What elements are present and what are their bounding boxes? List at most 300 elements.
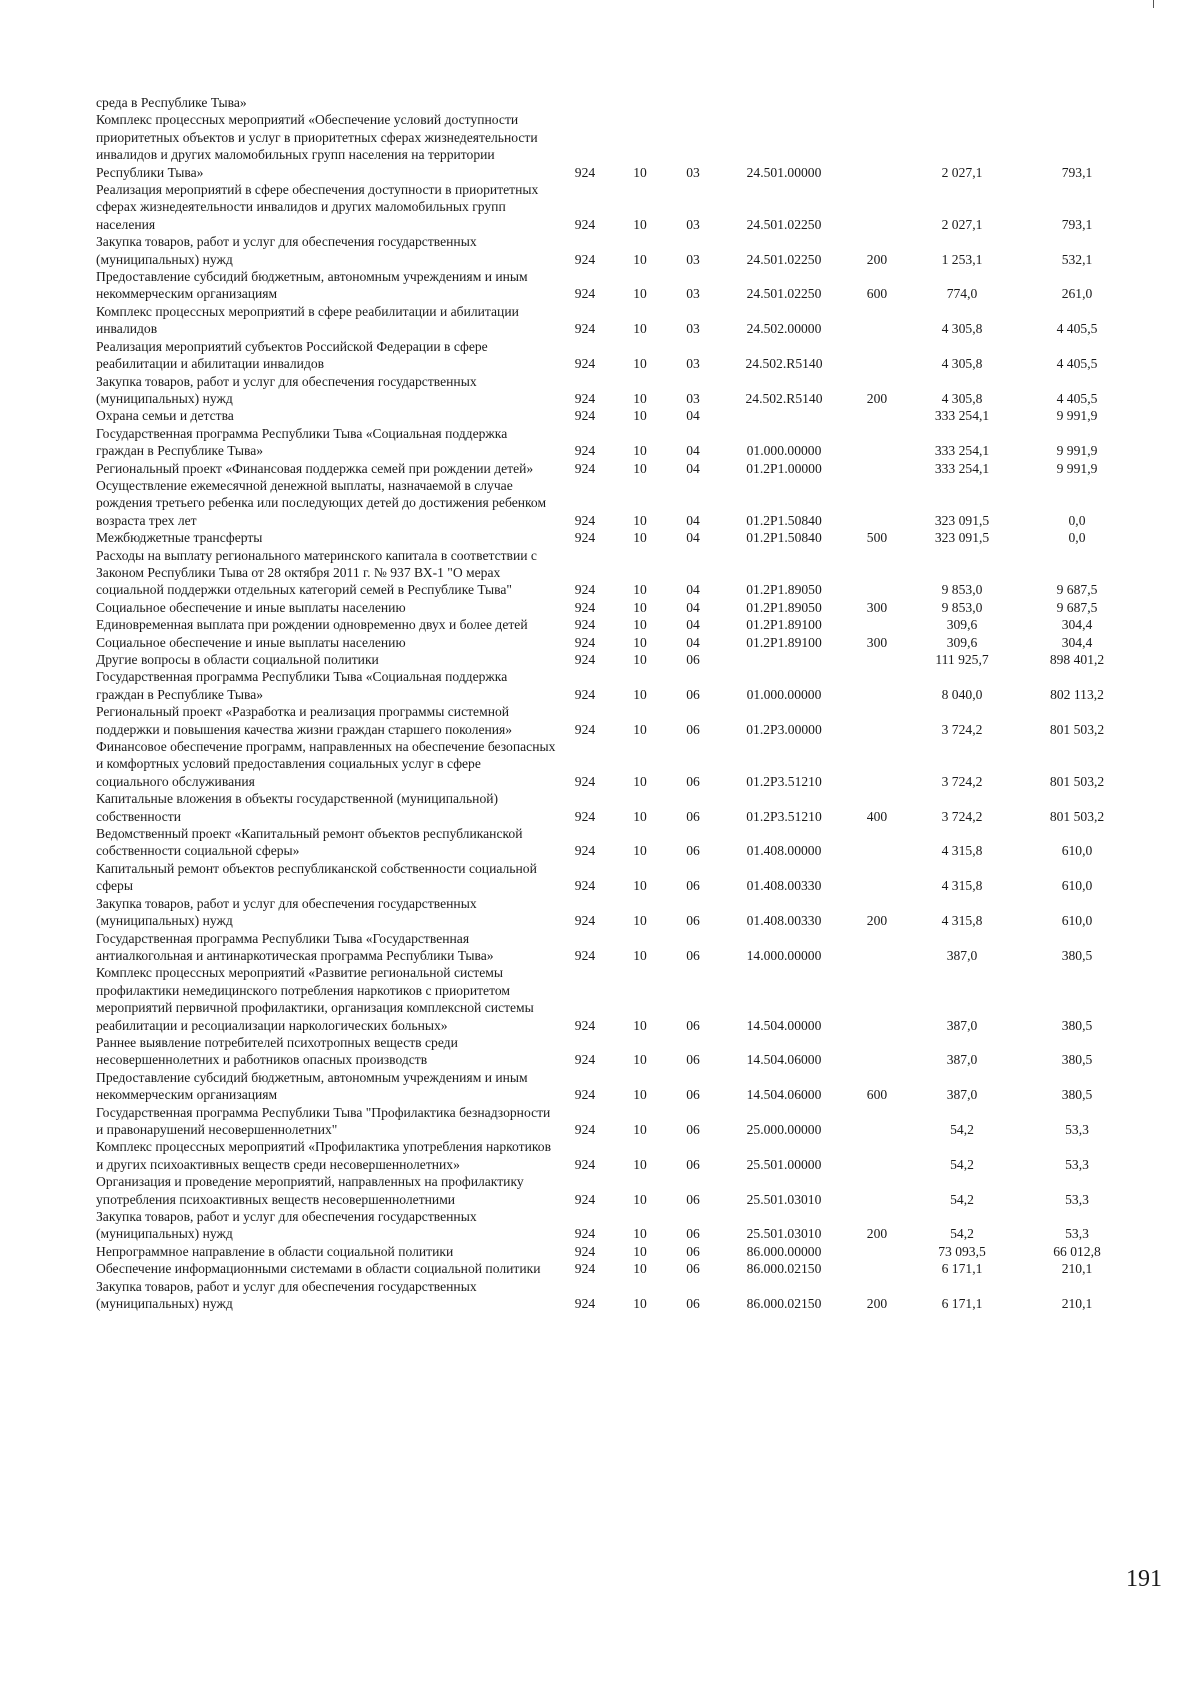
row-podrazdel: 03 <box>686 356 700 372</box>
row-amount-year1: 4 305,8 <box>941 321 983 337</box>
row-target-article: 01.2P3.51210 <box>746 808 822 824</box>
row-amount-year2: 793,1 <box>1061 164 1093 180</box>
row-target-article: 86.000.02150 <box>746 1296 822 1312</box>
row-podrazdel: 04 <box>686 530 700 546</box>
row-amount-year2: 793,1 <box>1061 216 1093 232</box>
row-expense-type: 200 <box>866 1226 888 1242</box>
row-grbs: 924 <box>574 321 596 337</box>
table-row <box>96 668 1136 703</box>
row-expense-type <box>848 1260 906 1277</box>
row-amount-year1: 309,6 <box>946 617 978 633</box>
row-grbs: 924 <box>574 530 596 546</box>
row-expense-type <box>848 1034 906 1069</box>
row-razdel: 10 <box>633 1156 647 1172</box>
row-grbs: 924 <box>574 582 596 598</box>
row-amount-year2: 802 113,2 <box>1050 686 1104 702</box>
row-podrazdel: 06 <box>686 1087 700 1103</box>
row-target-article: 14.000.00000 <box>746 947 822 963</box>
row-amount-year1 <box>906 94 1018 111</box>
table-row <box>96 790 1136 825</box>
table-row <box>96 303 1136 338</box>
row-razdel: 10 <box>633 164 647 180</box>
row-expense-type <box>848 860 906 895</box>
row-target-article: 01.000.00000 <box>746 686 822 702</box>
row-podrazdel: 06 <box>686 1191 700 1207</box>
row-grbs: 924 <box>574 878 596 894</box>
row-name: Комплекс процессных мероприятий «Обеспечение условий доступности приоритетных объектов и услуг в приоритетных сферах жизнедеятельности инвалидов и других маломобильных групп населения на территории Республики Тыва» <box>96 112 538 180</box>
row-name: Комплекс процессных мероприятий «Развитие региональной системы профилактики немедицинского потребления наркотиков с приоритетом мероприятий первичной профилактики, организация комплексной системы реабилитации и ресоциализации наркологических больных» <box>96 965 534 1033</box>
row-target-article: 24.502.R5140 <box>745 390 823 406</box>
row-grbs: 924 <box>574 617 596 633</box>
row-name: Государственная программа Республики Тыва «Государственная антиалкогольная и антинаркотическая программа Республики Тыва» <box>96 930 494 963</box>
row-name: Реализация мероприятий в сфере обеспечения доступности в приоритетных сферах жизнедеятельности инвалидов и других маломобильных групп населения <box>96 182 539 232</box>
row-target-article: 86.000.00000 <box>746 1243 822 1259</box>
row-amount-year2: 9 687,5 <box>1056 599 1098 615</box>
row-amount-year1: 111 925,7 <box>935 652 989 667</box>
row-name: Организация и проведение мероприятий, направленных на профилактику употребления психоактивных веществ несовершеннолетними <box>96 1174 524 1207</box>
row-grbs: 924 <box>574 216 596 232</box>
table-row <box>96 1034 1136 1069</box>
row-razdel: 10 <box>633 599 647 615</box>
row-name: Закупка товаров, работ и услуг для обеспечения государственных (муниципальных) нужд <box>96 373 477 406</box>
row-podrazdel: 04 <box>686 582 700 598</box>
table-row <box>96 599 1136 616</box>
row-razdel: 10 <box>633 512 647 528</box>
row-razdel: 10 <box>633 390 647 406</box>
row-grbs: 924 <box>574 1052 596 1068</box>
table-row <box>96 111 1136 181</box>
row-amount-year2: 801 503,2 <box>1049 808 1105 824</box>
row-name: Реализация мероприятий субъектов Российской Федерации в сфере реабилитации и абилитации инвалидов <box>96 338 488 372</box>
row-razdel: 10 <box>633 617 647 633</box>
row-name: Комплекс процессных мероприятий «Профилактика употребления наркотиков и других психоактивных веществ среди несовершеннолетних» <box>96 1139 552 1172</box>
row-razdel: 10 <box>633 808 647 824</box>
row-razdel: 10 <box>633 216 647 232</box>
row-amount-year2: 9 991,9 <box>1056 443 1098 459</box>
table-row <box>96 860 1136 895</box>
row-grbs: 924 <box>574 1121 596 1137</box>
row-target-article: 24.501.00000 <box>746 164 822 180</box>
row-podrazdel: 03 <box>686 390 700 406</box>
row-grbs: 924 <box>574 808 596 824</box>
row-amount-year1: 1 253,1 <box>941 251 983 267</box>
row-expense-type <box>848 94 906 111</box>
row-amount-year1: 8 040,0 <box>941 686 983 702</box>
row-amount-year2: 0,0 <box>1068 512 1086 528</box>
row-amount-year2: 66 012,8 <box>1053 1243 1101 1259</box>
row-razdel: 10 <box>633 773 647 789</box>
row-amount-year2: 801 503,2 <box>1049 721 1105 737</box>
table-row <box>96 616 1136 633</box>
row-amount-year1: 387,0 <box>946 1052 978 1068</box>
table-row <box>96 338 1136 373</box>
row-razdel: 10 <box>633 251 647 267</box>
row-expense-type: 200 <box>866 913 888 929</box>
row-target-article <box>720 94 848 111</box>
row-podrazdel: 06 <box>686 843 700 859</box>
row-podrazdel: 06 <box>686 1243 700 1259</box>
row-amount-year1: 9 853,0 <box>941 599 983 615</box>
table-row <box>96 94 1136 111</box>
row-amount-year2: 53,3 <box>1065 1156 1089 1172</box>
row-grbs: 924 <box>574 164 596 180</box>
row-amount-year2: 9 991,9 <box>1056 460 1098 476</box>
row-amount-year2: 210,1 <box>1061 1261 1093 1277</box>
row-amount-year2: 0,0 <box>1068 530 1086 546</box>
row-grbs: 924 <box>574 408 596 424</box>
row-target-article: 01.408.00330 <box>746 878 822 894</box>
row-amount-year1: 4 305,8 <box>941 390 983 406</box>
row-expense-type <box>848 825 906 860</box>
row-grbs: 924 <box>574 251 596 267</box>
row-target-article: 01.000.00000 <box>746 443 822 459</box>
table-row <box>96 460 1136 477</box>
row-expense-type: 600 <box>866 1087 888 1103</box>
row-grbs: 924 <box>574 913 596 929</box>
table-row <box>96 181 1136 233</box>
table-row <box>96 373 1136 408</box>
row-amount-year2: 304,4 <box>1061 634 1093 650</box>
row-podrazdel: 04 <box>686 617 700 633</box>
row-grbs: 924 <box>574 634 596 650</box>
row-expense-type: 200 <box>866 1296 888 1312</box>
row-amount-year1: 774,0 <box>946 286 978 302</box>
table-row <box>96 1138 1136 1173</box>
row-expense-type <box>848 407 906 424</box>
row-expense-type <box>848 477 906 529</box>
row-amount-year2: 380,5 <box>1061 947 1093 963</box>
table-row <box>96 930 1136 965</box>
row-expense-type: 300 <box>866 599 888 615</box>
row-target-article: 86.000.02150 <box>746 1261 822 1277</box>
row-podrazdel <box>666 94 720 111</box>
row-podrazdel: 03 <box>686 321 700 337</box>
row-razdel: 10 <box>633 1296 647 1312</box>
row-podrazdel: 06 <box>686 878 700 894</box>
row-amount-year1: 3 724,2 <box>941 808 983 824</box>
table-row <box>96 268 1136 303</box>
row-expense-type <box>848 738 906 790</box>
row-razdel: 10 <box>633 913 647 929</box>
row-target-article: 25.501.03010 <box>746 1191 822 1207</box>
row-razdel: 10 <box>633 1243 647 1259</box>
row-amount-year2 <box>1018 94 1136 111</box>
row-expense-type <box>848 111 906 181</box>
row-podrazdel: 06 <box>686 913 700 929</box>
row-amount-year1: 4 315,8 <box>941 913 983 929</box>
table-row <box>96 1278 1136 1313</box>
row-amount-year2: 53,3 <box>1065 1191 1089 1207</box>
row-expense-type: 600 <box>866 286 888 302</box>
row-name: Капитальные вложения в объекты государственной (муниципальной) собственности <box>96 791 499 824</box>
row-grbs: 924 <box>574 356 596 372</box>
row-podrazdel: 03 <box>686 216 700 232</box>
row-name: Региональный проект «Финансовая поддержка семей при рождении детей» <box>96 460 534 476</box>
row-razdel: 10 <box>633 1052 647 1068</box>
row-amount-year2: 4 405,5 <box>1056 321 1098 337</box>
row-razdel: 10 <box>633 634 647 650</box>
row-grbs: 924 <box>574 460 596 476</box>
row-podrazdel: 06 <box>686 1226 700 1242</box>
row-podrazdel: 04 <box>686 599 700 615</box>
row-podrazdel: 04 <box>686 512 700 528</box>
row-amount-year2: 4 405,5 <box>1056 356 1098 372</box>
row-podrazdel: 03 <box>686 251 700 267</box>
row-target-article: 24.502.00000 <box>746 321 822 337</box>
row-expense-type <box>848 703 906 738</box>
row-amount-year2: 261,0 <box>1061 286 1093 302</box>
row-amount-year2: 4 405,5 <box>1056 390 1098 406</box>
budget-table <box>96 94 1136 1312</box>
row-razdel: 10 <box>633 460 647 476</box>
row-grbs <box>556 94 614 111</box>
row-expense-type <box>848 338 906 373</box>
row-expense-type: 500 <box>866 530 888 546</box>
row-razdel: 10 <box>633 286 647 302</box>
row-target-article: 24.501.02250 <box>746 286 822 302</box>
row-amount-year2: 898 401,2 <box>1049 652 1105 667</box>
row-amount-year1: 333 254,1 <box>934 460 990 476</box>
row-name: Обеспечение информационными системами в области социальной политики <box>96 1261 541 1277</box>
row-grbs: 924 <box>574 443 596 459</box>
row-podrazdel: 06 <box>686 1121 700 1137</box>
row-grbs: 924 <box>574 1296 596 1312</box>
row-amount-year1: 387,0 <box>946 1087 978 1103</box>
row-amount-year1: 9 853,0 <box>941 582 983 598</box>
table-row <box>96 703 1136 738</box>
row-podrazdel: 06 <box>686 1261 700 1277</box>
row-razdel: 10 <box>633 1226 647 1242</box>
row-amount-year2: 53,3 <box>1065 1121 1089 1137</box>
row-name: Закупка товаров, работ и услуг для обеспечения государственных (муниципальных) нужд <box>96 1209 477 1242</box>
row-grbs: 924 <box>574 1087 596 1103</box>
row-expense-type: 200 <box>866 251 888 267</box>
row-expense-type: 200 <box>866 390 888 406</box>
row-amount-year2: 210,1 <box>1061 1296 1093 1312</box>
row-expense-type <box>848 303 906 338</box>
row-amount-year1: 54,2 <box>950 1156 974 1172</box>
row-name: Расходы на выплату регионального материнского капитала в соответствии с Законом Республики Тыва от 28 октября 2011 г. № 937 ВХ-1 "О мерах социальной поддержки отдельных категорий семей в Республике Тыва" <box>96 547 537 598</box>
row-podrazdel: 06 <box>686 652 700 667</box>
row-grbs: 924 <box>574 773 596 789</box>
row-amount-year1: 4 305,8 <box>941 356 983 372</box>
row-grbs: 924 <box>574 1156 596 1172</box>
row-podrazdel: 06 <box>686 721 700 737</box>
row-name: Региональный проект «Разработка и реализация программы системной поддержки и повышения качества жизни граждан старшего поколения» <box>96 704 513 737</box>
row-razdel: 10 <box>633 947 647 963</box>
row-amount-year1: 3 724,2 <box>941 721 983 737</box>
row-name: Капитальный ремонт объектов республиканской собственности социальной сферы <box>96 860 537 894</box>
row-grbs: 924 <box>574 1191 596 1207</box>
row-amount-year1: 333 254,1 <box>934 443 990 459</box>
row-amount-year1: 2 027,1 <box>941 164 983 180</box>
row-target-article: 01.2P1.00000 <box>746 460 822 476</box>
row-name: Комплекс процессных мероприятий в сфере реабилитации и абилитации инвалидов <box>96 303 519 337</box>
row-target-article: 01.408.00330 <box>746 913 822 929</box>
row-target-article: 01.2P1.89100 <box>746 617 822 633</box>
row-target-article: 25.501.00000 <box>746 1156 822 1172</box>
row-target-article <box>720 407 848 424</box>
row-target-article: 25.000.00000 <box>746 1121 822 1137</box>
table-row <box>96 1069 1136 1104</box>
row-amount-year1: 387,0 <box>946 1017 978 1033</box>
row-expense-type: 300 <box>866 634 888 650</box>
row-razdel: 10 <box>633 1121 647 1137</box>
row-podrazdel: 06 <box>686 773 700 789</box>
row-grbs: 924 <box>574 686 596 702</box>
row-name: Закупка товаров, работ и услуг для обеспечения государственных (муниципальных) нужд <box>96 895 477 929</box>
row-razdel: 10 <box>633 530 647 546</box>
row-amount-year2: 610,0 <box>1061 878 1093 894</box>
row-razdel: 10 <box>633 408 647 424</box>
row-name: Непрограммное направление в области социальной политики <box>96 1243 454 1259</box>
row-grbs: 924 <box>574 599 596 615</box>
row-razdel: 10 <box>633 1017 647 1033</box>
row-razdel: 10 <box>633 356 647 372</box>
row-amount-year1: 4 315,8 <box>941 843 983 859</box>
row-target-article: 01.2P1.50840 <box>746 530 822 546</box>
table-row <box>96 1243 1136 1260</box>
row-grbs: 924 <box>574 390 596 406</box>
table-row <box>96 651 1136 668</box>
row-target-article: 14.504.00000 <box>746 1017 822 1033</box>
row-podrazdel: 06 <box>686 1052 700 1068</box>
row-target-article: 01.2P3.51210 <box>746 773 822 789</box>
row-amount-year1: 54,2 <box>950 1121 974 1137</box>
row-expense-type <box>848 668 906 703</box>
row-expense-type <box>848 1243 906 1260</box>
row-target-article: 24.502.R5140 <box>745 356 823 372</box>
row-podrazdel: 06 <box>686 1156 700 1172</box>
table-row <box>96 477 1136 529</box>
table-row <box>96 1260 1136 1277</box>
scan-edge-mark <box>1153 0 1154 8</box>
table-row <box>96 1208 1136 1243</box>
row-amount-year2: 380,5 <box>1061 1052 1093 1068</box>
row-target-article <box>720 651 848 668</box>
row-amount-year2: 532,1 <box>1061 251 1093 267</box>
row-name: Раннее выявление потребителей психотропных веществ среди несовершеннолетних и работников опасных производств <box>96 1034 458 1068</box>
row-grbs: 924 <box>574 1261 596 1277</box>
row-grbs: 924 <box>574 721 596 737</box>
row-grbs: 924 <box>574 1243 596 1259</box>
row-razdel: 10 <box>633 721 647 737</box>
row-target-article: 24.501.02250 <box>746 251 822 267</box>
row-name: Государственная программа Республики Тыва "Профилактика безнадзорности и правонарушений несовершеннолетних" <box>96 1104 551 1137</box>
table-row <box>96 738 1136 790</box>
row-expense-type <box>848 425 906 460</box>
row-name: Государственная программа Республики Тыва «Социальная поддержка граждан в Республике Тыва» <box>96 425 508 459</box>
row-grbs: 924 <box>574 1017 596 1033</box>
row-podrazdel: 04 <box>686 443 700 459</box>
row-podrazdel: 04 <box>686 408 700 424</box>
row-razdel: 10 <box>633 1191 647 1207</box>
row-name: Ведомственный проект «Капитальный ремонт объектов республиканской собственности социальной сферы» <box>96 826 523 859</box>
row-amount-year2: 53,3 <box>1065 1226 1089 1242</box>
row-amount-year1: 54,2 <box>950 1226 974 1242</box>
row-amount-year1: 54,2 <box>950 1191 974 1207</box>
row-name: Единовременная выплата при рождении одновременно двух и более детей <box>96 617 528 633</box>
row-expense-type <box>848 1104 906 1139</box>
row-target-article: 01.2P3.00000 <box>746 721 822 737</box>
row-amount-year1: 2 027,1 <box>941 216 983 232</box>
row-name: Охрана семьи и детства <box>96 408 234 424</box>
row-expense-type <box>848 1173 906 1208</box>
row-podrazdel: 06 <box>686 686 700 702</box>
row-target-article: 01.2P1.50840 <box>746 512 822 528</box>
table-row <box>96 1104 1136 1139</box>
row-grbs: 924 <box>574 512 596 528</box>
row-expense-type <box>848 651 906 668</box>
row-grbs: 924 <box>574 1226 596 1242</box>
row-razdel: 10 <box>633 652 647 667</box>
table-row <box>96 407 1136 424</box>
row-name: среда в Республике Тыва» <box>96 95 247 110</box>
row-target-article: 01.408.00000 <box>746 843 822 859</box>
table-row <box>96 825 1136 860</box>
row-grbs: 924 <box>574 286 596 302</box>
row-grbs: 924 <box>574 947 596 963</box>
row-amount-year1: 323 091,5 <box>934 530 990 546</box>
row-name: Межбюджетные трансферты <box>96 530 263 546</box>
row-podrazdel: 03 <box>686 286 700 302</box>
row-amount-year2: 610,0 <box>1061 843 1093 859</box>
row-razdel: 10 <box>633 878 647 894</box>
row-expense-type <box>848 181 906 233</box>
row-amount-year2: 9 991,9 <box>1056 408 1098 424</box>
row-razdel: 10 <box>633 1087 647 1103</box>
row-amount-year2: 9 687,5 <box>1056 582 1098 598</box>
table-row <box>96 895 1136 930</box>
row-expense-type: 400 <box>866 808 888 824</box>
row-amount-year1: 3 724,2 <box>941 773 983 789</box>
budget-table-body <box>96 94 1136 1312</box>
row-razdel: 10 <box>633 582 647 598</box>
row-name: Предоставление субсидий бюджетным, автономным учреждениям и иным некоммерческим организациям <box>96 1069 528 1103</box>
row-target-article: 01.2P1.89050 <box>746 599 822 615</box>
row-name: Предоставление субсидий бюджетным, автономным учреждениям и иным некоммерческим организациям <box>96 269 528 302</box>
row-grbs: 924 <box>574 843 596 859</box>
row-amount-year1: 333 254,1 <box>934 408 990 424</box>
row-expense-type <box>848 460 906 477</box>
row-amount-year1: 6 171,1 <box>941 1296 983 1312</box>
row-target-article: 25.501.03010 <box>746 1226 822 1242</box>
row-razdel <box>614 94 666 111</box>
row-target-article: 14.504.06000 <box>746 1087 822 1103</box>
row-razdel: 10 <box>633 321 647 337</box>
row-amount-year1: 73 093,5 <box>938 1243 986 1259</box>
table-row <box>96 547 1136 599</box>
row-razdel: 10 <box>633 443 647 459</box>
row-target-article: 14.504.06000 <box>746 1052 822 1068</box>
row-razdel: 10 <box>633 1261 647 1277</box>
row-expense-type <box>848 547 906 599</box>
table-row <box>96 964 1136 1034</box>
row-expense-type <box>848 930 906 965</box>
row-podrazdel: 06 <box>686 1017 700 1033</box>
row-amount-year1: 309,6 <box>946 634 978 650</box>
row-podrazdel: 04 <box>686 460 700 476</box>
row-amount-year1: 387,0 <box>946 947 978 963</box>
row-amount-year1: 6 171,1 <box>941 1261 983 1277</box>
row-name: Другие вопросы в области социальной политики <box>96 652 379 667</box>
row-amount-year2: 380,5 <box>1061 1017 1093 1033</box>
row-name: Социальное обеспечение и иные выплаты населению <box>96 599 406 615</box>
row-amount-year1: 323 091,5 <box>934 512 990 528</box>
row-amount-year2: 801 503,2 <box>1049 773 1105 789</box>
row-podrazdel: 06 <box>686 1296 700 1312</box>
row-name: Осуществление ежемесячной денежной выплаты, назначаемой в случае рождения третьего ребенка или последующих детей до достижения ребенком возраста трех лет <box>96 477 547 528</box>
